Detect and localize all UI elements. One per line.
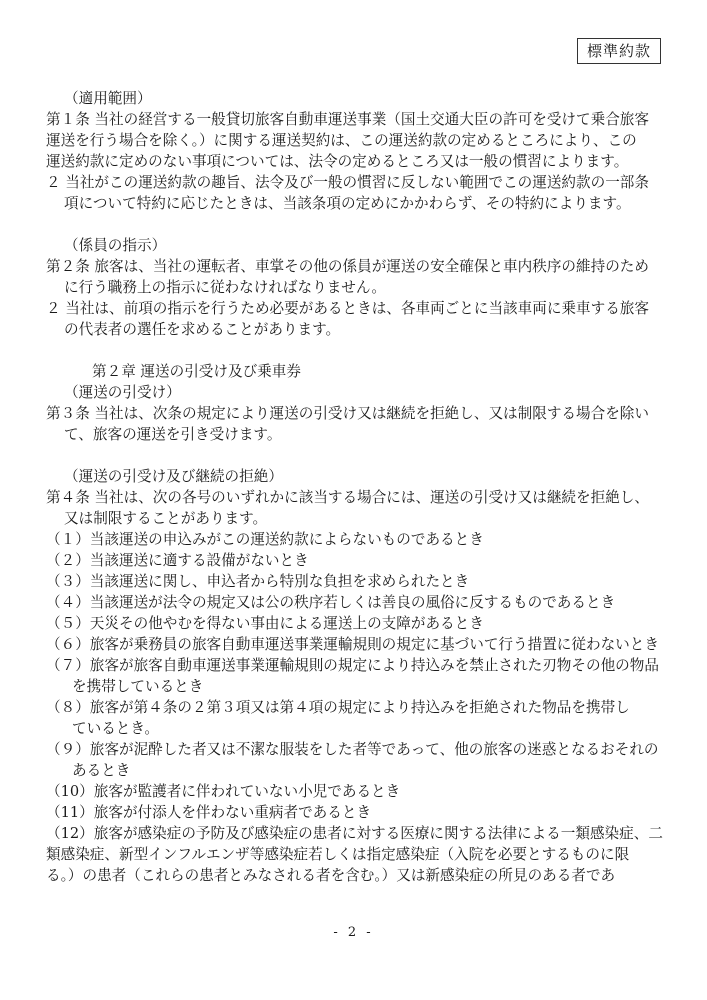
text-line: ２ 当社は、前項の指示を行うため必要があるときは、各車両ごとに当該車両に乗車する旅客 [46,300,649,317]
text-line: （10）旅客が監護者に伴われていない小児であるとき [46,783,401,800]
text-line: （５）天災その他やむを得ない事由による運送上の支障があるとき [46,615,484,632]
text-line: （８）旅客が第４条の２第３項又は第４項の規定により持込みを拒絶された物品を携帯し [46,699,630,716]
text-line: を携帯しているとき [72,678,204,695]
text-line: （９）旅客が泥酔した者又は不潔な服装をした者等であって、他の旅客の迷惑となるおそれの [46,741,659,758]
text-line: ているとき。 [72,720,159,737]
text-line: （４）当該運送が法令の規定又は公の秩序若しくは善良の風俗に反するものであるとき [46,594,616,611]
standard-terms-label: 標準約款 [577,38,661,64]
text-line: 項について特約に応じたときは、当該条項の定めにかかわらず、その特約によります。 [64,195,631,212]
text-line: 又は制限することがあります。 [64,510,268,527]
text-line: に行う職務上の指示に従わなければなりません。 [64,279,386,296]
text-line: ２ 当社がこの運送約款の趣旨、法令及び一般の慣習に反しない範囲でこの運送約款の一部条 [46,174,649,191]
text-line: 第２条 旅客は、当社の運転者、車掌その他の係員が運送の安全確保と車内秩序の維持のため [46,258,649,275]
text-line: あるとき [72,762,131,779]
paragraph-gap [46,214,676,235]
chapter-heading: 第２章 運送の引受け及び乗車券 [92,363,301,380]
text-line: 第４条 当社は、次の各号のいずれかに該当する場合には、運送の引受け又は継続を拒絶し、 [46,489,649,506]
article-heading: （適用範囲） [64,90,152,107]
text-line: 運送約款に定めのない事項については、法令の定めるところ又は一般の慣習によります。 [46,153,629,170]
article-heading: （運送の引受け） [64,384,181,401]
paragraph-gap [46,445,676,466]
text-line: の代表者の選任を求めることがあります。 [64,321,341,338]
text-line: （６）旅客が乗務員の旅客自動車運送事業運輸規則の規定に基づいて行う措置に従わないとき [46,636,659,653]
text-line: （７）旅客が旅客自動車運送事業運輸規則の規定により持込みを禁止された刃物その他の物品 [46,657,659,674]
text-line: 類感染症、新型インフルエンザ等感染症若しくは指定感染症（入院を必要とするものに限 [46,846,630,863]
document-body [46,88,676,886]
text-line: て、旅客の運送を引き受けます。 [64,426,282,443]
text-line: （２）当該運送に適する設備がないとき [46,552,309,569]
text-line: （１）当該運送の申込みがこの運送約款によらないものであるとき [46,531,484,548]
text-line: 運送を行う場合を除く。）に関する運送契約は、この運送約款の定めるところにより、この [46,132,637,149]
article-heading: （運送の引受け及び継続の拒絶） [64,468,283,485]
article-heading: （係員の指示） [64,237,167,254]
text-line: る。）の患者（これらの患者とみなされる者を含む。）又は新感染症の所見のある者であ [46,867,616,884]
text-line: （３）当該運送に関し、申込者から特別な負担を求められたとき [46,573,470,590]
text-line: 第１条 当社の経営する一般貸切旅客自動車運送事業（国土交通大臣の許可を受けて乗合旅客 [46,111,649,128]
text-line: 第３条 当社は、次条の規定により運送の引受け又は継続を拒絶し、又は制限する場合を除い [46,405,649,422]
paragraph-gap [46,340,676,361]
page-number: - 2 - [333,925,374,940]
text-line: （12）旅客が感染症の予防及び感染症の患者に対する医療に関する法律による一類感染症、二 [46,825,663,842]
text-line: （11）旅客が付添人を伴わない重病者であるとき [46,804,372,821]
